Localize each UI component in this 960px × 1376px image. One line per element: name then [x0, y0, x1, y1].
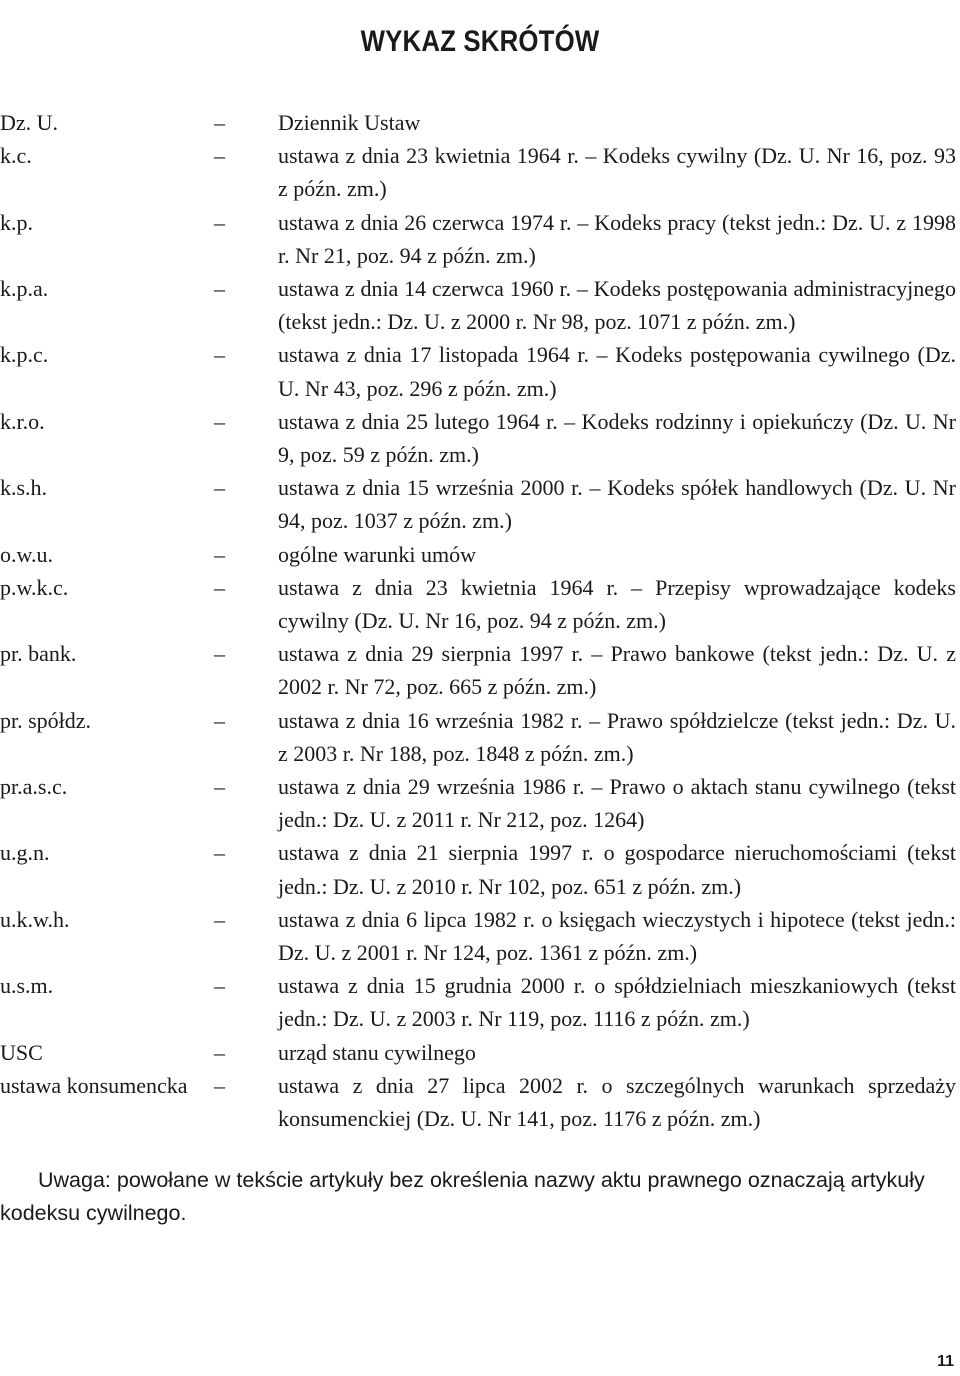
- dash-separator: –: [214, 774, 225, 800]
- dash-separator: –: [214, 475, 225, 501]
- list-item: [0, 571, 960, 637]
- definition: urząd stanu cywilnego: [278, 1039, 476, 1065]
- dash-separator: –: [214, 342, 225, 368]
- definition: ustawa z dnia 17 listopada 1964 r. – Kodeks postępowania cywilnego (Dz. U. Nr 43, poz. 296 z późn. zm.): [278, 342, 956, 401]
- definition: ogólne warunki umów: [278, 541, 476, 567]
- definition: Dziennik Ustaw: [278, 110, 421, 135]
- dash-separator: –: [214, 541, 225, 567]
- definition: ustawa z dnia 23 kwietnia 1964 r. – Kodeks cywilny (Dz. U. Nr 16, poz. 93 z późn. zm.): [278, 143, 956, 202]
- list-item: [0, 338, 960, 404]
- abbreviation: k.p.c.: [0, 342, 49, 368]
- list-item: [0, 106, 960, 139]
- dash-separator: –: [214, 973, 225, 999]
- abbreviation: o.w.u.: [0, 541, 53, 567]
- list-item: [0, 206, 960, 272]
- dash-separator: –: [214, 276, 225, 302]
- definition: ustawa z dnia 25 lutego 1964 r. – Kodeks rodzinny i opiekuńczy (Dz. U. Nr 9, poz. 59 z późn. zm.): [278, 408, 956, 468]
- abbreviation: u.k.w.h.: [0, 906, 70, 932]
- note-paragraph: Uwaga: powołane w tekście artykuły bez określenia nazwy aktu prawnego oznaczają artykuły kodeksu cywilnego.: [0, 1168, 925, 1225]
- list-item: [0, 1036, 960, 1069]
- abbreviation: k.p.: [0, 209, 33, 235]
- abbreviation: pr. spółdz.: [0, 707, 92, 733]
- dash-separator: –: [214, 1039, 225, 1065]
- dash-separator: –: [214, 110, 225, 135]
- definition: ustawa z dnia 23 kwietnia 1964 r. – Przepisy wprowadzające kodeks cywilny (Dz. U. Nr 16, poz. 94 z późn. zm.): [278, 574, 956, 634]
- list-item: [0, 969, 960, 1035]
- dash-separator: –: [214, 408, 225, 434]
- list-item: [0, 770, 960, 836]
- definition: ustawa z dnia 21 sierpnia 1997 r. o gospodarce nieruchomościami (tekst jedn.: Dz. U. z 2010 r. Nr 102, poz. 651 z późn. zm.): [278, 840, 956, 899]
- abbreviation: u.s.m.: [0, 973, 54, 999]
- abbreviation: k.s.h.: [0, 475, 48, 501]
- list-item: [0, 538, 960, 571]
- list-item: [0, 704, 960, 770]
- definition: ustawa z dnia 14 czerwca 1960 r. – Kodeks postępowania administracyjnego (tekst jedn.: Dz. U. z 2000 r. Nr 98, poz. 1071 z późn. zm.): [278, 276, 956, 335]
- list-item: [0, 836, 960, 902]
- dash-separator: –: [214, 1072, 225, 1098]
- abbreviation: p.w.k.c.: [0, 574, 69, 600]
- list-item: [0, 139, 960, 205]
- dash-separator: –: [214, 641, 225, 667]
- definition: ustawa z dnia 16 września 1982 r. – Prawo spółdzielcze (tekst jedn.: Dz. U. z 2003 r. Nr 188, poz. 1848 z późn. zm.): [278, 707, 956, 766]
- abbreviation: Dz. U.: [0, 110, 59, 135]
- abbreviation: ustawa konsumencka: [0, 1072, 188, 1098]
- page-number: 11: [937, 1353, 954, 1370]
- list-item: [0, 405, 960, 471]
- dash-separator: –: [214, 143, 225, 169]
- list-item: [0, 272, 960, 338]
- abbreviation: k.r.o.: [0, 408, 45, 434]
- list-item: [0, 1069, 960, 1135]
- definition: ustawa z dnia 29 września 1986 r. – Prawo o aktach stanu cywilnego (tekst jedn.: Dz. U. z 2011 r. Nr 212, poz. 1264): [278, 774, 956, 833]
- dash-separator: –: [214, 707, 225, 733]
- list-item: [0, 471, 960, 537]
- list-item: [0, 637, 960, 703]
- list-item: [0, 903, 960, 969]
- abbreviation: pr.a.s.c.: [0, 774, 68, 800]
- abbreviation: pr. bank.: [0, 641, 77, 667]
- abbreviation: USC: [0, 1039, 43, 1065]
- definition: ustawa z dnia 29 sierpnia 1997 r. – Prawo bankowe (tekst jedn.: Dz. U. z 2002 r. Nr 72, poz. 665 z późn. zm.): [278, 641, 956, 700]
- abbreviation-list: [0, 106, 960, 1135]
- dash-separator: –: [214, 906, 225, 932]
- definition: ustawa z dnia 15 września 2000 r. – Kodeks spółek handlowych (Dz. U. Nr 94, poz. 1037 z późn. zm.): [278, 475, 956, 534]
- abbreviation: k.c.: [0, 143, 32, 169]
- abbreviation: k.p.a.: [0, 276, 49, 302]
- page-title: WYKAZ SKRÓTÓW: [360, 25, 600, 59]
- definition: ustawa z dnia 27 lipca 2002 r. o szczególnych warunkach sprzedaży konsumenckiej (Dz. U. Nr 141, poz. 1176 z późn. zm.): [278, 1072, 956, 1132]
- definition: ustawa z dnia 15 grudnia 2000 r. o spółdzielniach mieszkaniowych (tekst jedn.: Dz. U. z 2003 r. Nr 119, poz. 1116 z późn. zm.): [278, 973, 956, 1032]
- abbreviation: u.g.n.: [0, 840, 50, 866]
- dash-separator: –: [214, 574, 225, 600]
- definition: ustawa z dnia 26 czerwca 1974 r. – Kodeks pracy (tekst jedn.: Dz. U. z 1998 r. Nr 21, poz. 94 z późn. zm.): [278, 209, 956, 268]
- dash-separator: –: [214, 209, 225, 235]
- dash-separator: –: [214, 840, 225, 866]
- definition: ustawa z dnia 6 lipca 1982 r. o księgach wieczystych i hipotece (tekst jedn.: Dz. U. z 2001 r. Nr 124, poz. 1361 z późn. zm.): [278, 906, 956, 966]
